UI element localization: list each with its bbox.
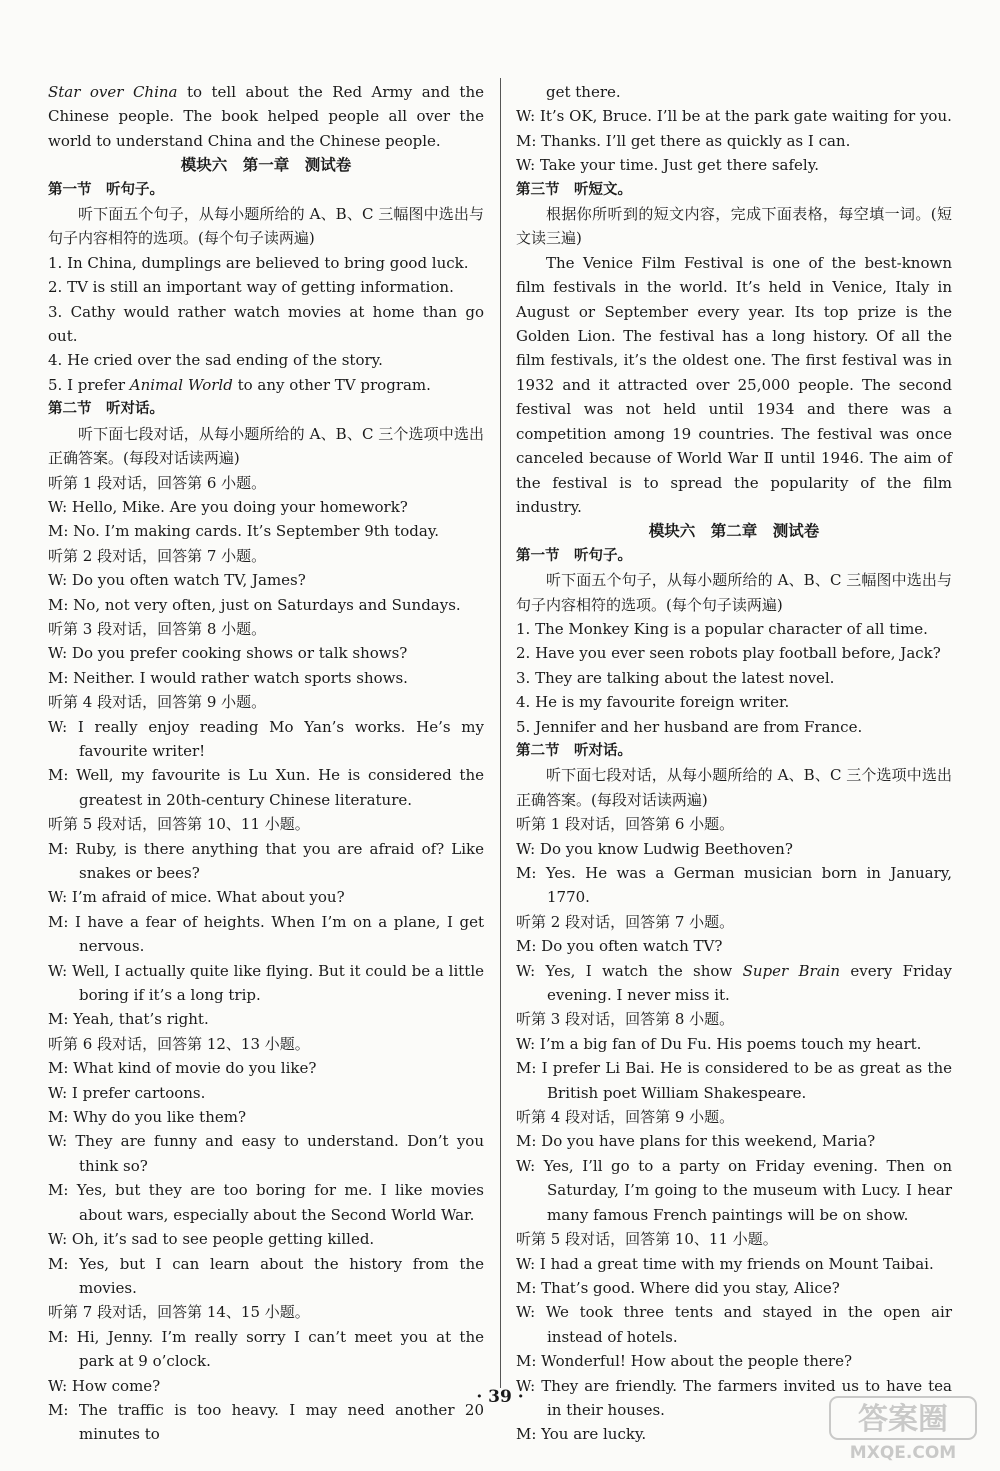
dialogue-header: 听第 6 段对话，回答第 12、13 小题。	[48, 1034, 310, 1053]
dialogue-header: 听第 3 段对话，回答第 8 小题。	[48, 619, 267, 638]
dialogue-line: M: Ruby, is there anything that you are afraid of? Like snakes or bees?	[48, 839, 484, 882]
dialogue-line: M: Yes. He was a German musician born in January, 1770.	[516, 864, 952, 907]
watermark-url: MXQE.COM	[849, 1443, 957, 1463]
dialogue-line: W: They are funny and easy to understand. Don’t you think so?	[48, 1132, 484, 1175]
dialogue-line: W: I’m afraid of mice. What about you?	[48, 888, 345, 907]
dialogue-header: 听第 1 段对话，回答第 6 小题。	[48, 473, 267, 492]
left-column	[48, 80, 484, 1447]
dialogue-header: 听第 4 段对话，回答第 9 小题。	[516, 1108, 735, 1127]
section-2-title: 第二节 听对话。	[516, 742, 632, 759]
dialogue-line: W: Do you often watch TV, James?	[48, 571, 306, 590]
program-title: Animal World	[129, 375, 233, 394]
sentence-5-post: to any other TV program.	[232, 375, 431, 394]
book-title: Star over China	[48, 83, 178, 101]
dialogue-line: W: We took three tents and stayed in the open air instead of hotels.	[516, 1303, 952, 1346]
sentence-item: 1. The Monkey King is a popular character of all time.	[516, 619, 928, 638]
dialogue-line: M: Neither. I would rather watch sports shows.	[48, 668, 408, 687]
dialogue-line: M: Well, my favourite is Lu Xun. He is considered the greatest in 20th-century Chinese literature.	[48, 766, 484, 809]
super-brain-pre: W: Yes, I watch the show	[516, 961, 743, 980]
dialogue-line: M: Hi, Jenny. I’m really sorry I can’t meet you at the park at 9 o’clock.	[48, 1327, 484, 1371]
dialogue-line: M: Yes, but I can learn about the history from the movies.	[48, 1254, 484, 1297]
dialogue-list	[48, 471, 484, 1447]
dialogue-line: W: They are friendly. The farmers invited us to have tea in their houses.	[516, 1376, 952, 1419]
dialogue-line: M: Do you often watch TV?	[516, 937, 723, 956]
watermark-icon	[828, 1395, 978, 1463]
sentence-item: 1. In China, dumplings are believed to bring good luck.	[48, 253, 469, 272]
section-1-title: 第一节 听句子。	[516, 547, 632, 564]
dialogue-header: 听第 2 段对话，回答第 7 小题。	[48, 546, 267, 565]
dialogue-line: M: No. I’m making cards. It’s September 9th today.	[48, 522, 440, 541]
dialogue-line: M: The traffic is too heavy. I may need another 20 minutes to	[48, 1400, 484, 1444]
dialogue-line	[516, 959, 952, 1008]
section-3-title: 第三节 听短文。	[516, 181, 632, 198]
watermark-text: 答案圈	[858, 1402, 948, 1437]
dialogue-line: W: Oh, it’s sad to see people getting killed.	[48, 1230, 375, 1249]
dialogue-line: W: I really enjoy reading Mo Yan’s works. He’s my favourite writer!	[48, 717, 484, 760]
sentence-list	[516, 617, 952, 739]
dialogue-line: M: I have a fear of heights. When I’m on a plane, I get nervous.	[48, 912, 484, 956]
dialogue-line: W: It’s OK, Bruce. I’ll be at the park gate waiting for you.	[516, 107, 952, 126]
dialogue-line: W: I prefer cartoons.	[48, 1083, 206, 1102]
dialogue-header: 听第 3 段对话，回答第 8 小题。	[516, 1010, 735, 1029]
dialogue-line: W: Yes, I’ll go to a party on Friday evening. Then on Saturday, I’m going to the museum with Lucy. I hear many famous French paintings will be on show.	[516, 1156, 952, 1224]
dialogue-line: W: I’m a big fan of Du Fu. His poems touch my heart.	[516, 1034, 922, 1053]
dialogue-line: M: Wonderful! How about the people there?	[516, 1352, 853, 1371]
dialogue-list	[516, 1007, 952, 1446]
dialogue-header: 听第 2 段对话，回答第 7 小题。	[516, 912, 735, 931]
section-3-instruction: 根据你所听到的短文内容，完成下面表格，每空填一词。(短文读三遍)	[516, 205, 952, 248]
test-title-chapter-1: 模块六 第一章 测试卷	[180, 156, 352, 175]
dialogue-line: M: Yes, but they are too boring for me. I like movies about wars, especially about the Second World War.	[48, 1181, 484, 1224]
dialogue-line: M: I prefer Li Bai. He is considered to be as great as the British poet William Shakespeare.	[516, 1059, 952, 1102]
sentence-item: 3. They are talking about the latest novel.	[516, 668, 835, 687]
dialogue-header: 听第 7 段对话，回答第 14、15 小题。	[48, 1303, 310, 1322]
dialogue-line: M: No, not very often, just on Saturdays and Sundays.	[48, 595, 461, 614]
sentence-item: 3. Cathy would rather watch movies at home than go out.	[48, 302, 484, 346]
dialogue-list	[516, 104, 952, 177]
section-1-instruction: 听下面五个句子，从每小题所给的 A、B、C 三幅图中选出与句子内容相符的选项。(每个句子读两遍)	[516, 571, 952, 614]
intro-rest: people. The book helped people all over the world to understand China and the Chinese people.	[48, 107, 484, 150]
dialogue-header: 听第 1 段对话，回答第 6 小题。	[516, 815, 735, 834]
watermark-logo	[828, 1395, 978, 1463]
dialogue-line: W: I had a great time with my friends on Mount Taibai.	[516, 1254, 934, 1273]
dialogue-line: W: Well, I actually quite like flying. But it could be a little boring if it’s a long trip.	[48, 961, 484, 1005]
column-divider	[500, 78, 501, 1388]
sentence-item: 4. He cried over the sad ending of the story.	[48, 351, 383, 370]
dialogue-line: M: What kind of movie do you like?	[48, 1059, 317, 1078]
dialogue-line: W: Take your time. Just get there safely.	[516, 156, 819, 175]
super-brain-post: every Friday evening. I never miss it.	[547, 961, 952, 1005]
dialogue-line: M: That’s good. Where did you stay, Alice?	[516, 1278, 840, 1297]
section-1-instruction: 听下面五个句子，从每小题所给的 A、B、C 三幅图中选出与句子内容相符的选项。(每个句子读两遍)	[48, 205, 484, 248]
right-column	[516, 80, 952, 1447]
dialogue-line: M: Yeah, that’s right.	[48, 1010, 209, 1029]
sentence-item	[48, 373, 484, 397]
dialogue-header: 听第 5 段对话，回答第 10、11 小题。	[48, 815, 310, 834]
dialogue-line: M: Why do you like them?	[48, 1108, 246, 1127]
sentence-list	[48, 251, 484, 373]
dialogue-line: M: Thanks. I’ll get there as quickly as I can.	[516, 131, 851, 150]
dialogue-line: W: How come?	[48, 1376, 161, 1395]
show-title: Super Brain	[742, 961, 841, 980]
dialogue-line: M: Do you have plans for this weekend, Maria?	[516, 1132, 876, 1151]
dialogue-line: W: Do you prefer cooking shows or talk shows?	[48, 644, 408, 663]
section-2-title: 第二节 听对话。	[48, 401, 164, 418]
dialogue-line: M: You are lucky.	[516, 1425, 647, 1444]
dialogue-line: W: Hello, Mike. Are you doing your homework?	[48, 497, 408, 516]
dialogue-list	[516, 812, 952, 958]
sentence-item: 4. He is my favourite foreign writer.	[516, 693, 790, 712]
sentence-item: 2. Have you ever seen robots play football before, Jack?	[516, 644, 941, 663]
dialogue-line: W: Do you know Ludwig Beethoven?	[516, 839, 793, 858]
intro-line-rest: to tell about the Red Army and the Chinese	[48, 83, 484, 126]
intro-paragraph	[48, 80, 484, 153]
dialogue-header: 听第 5 段对话，回答第 10、11 小题。	[516, 1230, 778, 1249]
passage: The Venice Film Festival is one of the best-known film festivals in the world. It’s held in Venice, Italy in August or September every year. Its top prize is the Golden Lion. The festival has a long history. Of all the film festivals, it’s the oldest one. The first festival was in 1932 and it attracted over 25,000 people. The second festival was not held until 1934 and there was a competition among 19 countries. The festival was once canceled because of World War Ⅱ until 1946. The aim of the festival is to spread the popularity of the film industry.	[516, 253, 952, 516]
section-1-title: 第一节 听句子。	[48, 181, 164, 198]
sentence-item: 2. TV is still an important way of getting information.	[48, 278, 454, 297]
continued-line: get there.	[546, 83, 621, 101]
sentence-5-pre: 5. I prefer	[48, 375, 130, 394]
section-2-instruction: 听下面七段对话，从每小题所给的 A、B、C 三个选项中选出正确答案。(每段对话读两遍)	[516, 766, 952, 809]
page-number: · 39 ·	[476, 1387, 524, 1407]
section-2-instruction: 听下面七段对话，从每小题所给的 A、B、C 三个选项中选出正确答案。(每段对话读两遍)	[48, 424, 484, 468]
dialogue-header: 听第 4 段对话，回答第 9 小题。	[48, 693, 267, 712]
sentence-item: 5. Jennifer and her husband are from France.	[516, 717, 863, 736]
test-title-chapter-2: 模块六 第二章 测试卷	[648, 522, 820, 541]
